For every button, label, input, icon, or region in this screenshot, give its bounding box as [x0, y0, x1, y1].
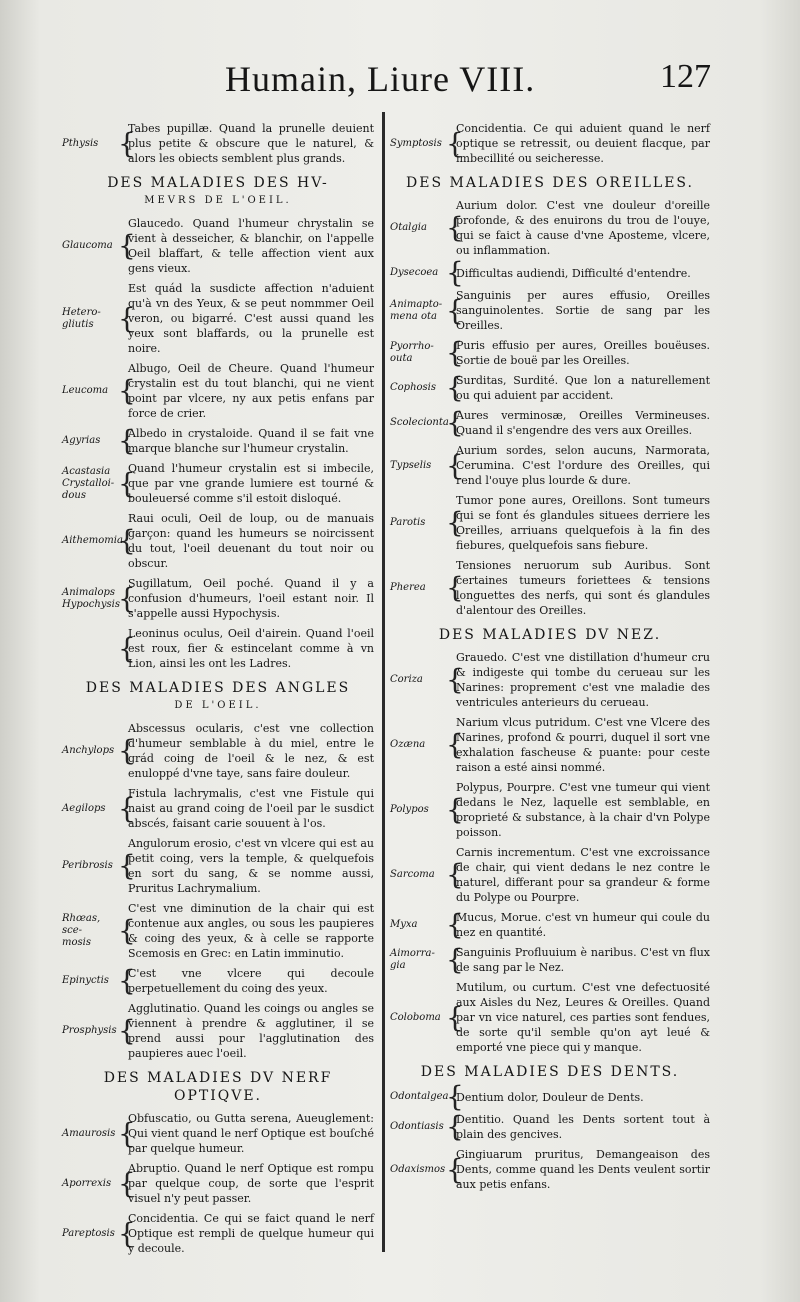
entry-text: Sanguinis Profluuium è naribus. C'est vn flux de sang par le Nez.: [456, 946, 710, 974]
entry-text: Aurium sordes, selon aucuns, Narmorata, Cerumina. C'est l'ordure des Oreilles, qui rend l'ouye plus lourde & dure.: [456, 444, 710, 487]
entry-term: Symptosis: [390, 137, 442, 149]
brace-icon: {: [446, 908, 464, 941]
entry-text: Quand l'humeur crystalin est si imbecile, que par vne grande lumiere est tourné & bouleuersé comme s'il estoit disloqué.: [128, 462, 374, 505]
glossary-entry: [62, 281, 374, 356]
brace-icon: {: [446, 211, 464, 244]
entry-term: Scolecionta: [390, 417, 449, 428]
entry-term: Odaxismos: [390, 1163, 446, 1175]
entry-term: Aimorra- gia: [390, 948, 435, 971]
glossary-entry: [390, 198, 710, 258]
brace-icon: {: [446, 571, 464, 604]
brace-icon: {: [446, 506, 464, 539]
entry-text: Surditas, Surdité. Que lon a naturellement ou qui aduient par accident.: [456, 374, 710, 402]
section-title: DES MALADIES DV NERF OPTIQVE.: [103, 1070, 333, 1104]
entry-term: Peribrosis: [62, 860, 113, 871]
entry-text: Abscessus ocularis, c'est vne collection d'humeur semblable à du miel, entre le grád coing de l'oeil & le nez, & est enuloppé d'vne taye, sans faire douleur.: [128, 722, 374, 780]
brace-icon: {: [446, 126, 464, 160]
glossary-entry: [390, 338, 710, 368]
glossary-entry: [390, 121, 710, 166]
glossary-entry: [390, 650, 710, 710]
brace-icon: {: [446, 336, 464, 369]
section-subtitle: DE L'OEIL.: [174, 700, 262, 711]
entry-text: Aurium dolor. C'est vne douleur d'oreille profonde, & des enuirons du trou de l'ouye, qui se faict à cause d'vne Aposteme, vlcere, ou inflammation.: [456, 199, 710, 257]
entry-term: Pareptosis: [62, 1227, 115, 1239]
section-title: DES MALADIES DES OREILLES.: [406, 175, 694, 191]
section-heading: [390, 174, 710, 192]
glossary-entry: [62, 216, 374, 276]
entry-text: Difficultas audiendi, Difficulté d'entendre.: [456, 266, 691, 280]
brace-icon: {: [118, 734, 136, 767]
entry-term: Pherea: [390, 582, 426, 593]
section-heading: [390, 626, 710, 644]
entry-text: Tensiones neruorum sub Auribus. Sont certaines tumeurs foriettees & tensions longuettes des nerfs, qui sont és glandules d'alentour des Oreilles.: [456, 559, 710, 617]
glossary-entry: [390, 373, 710, 403]
glossary-entry: [62, 836, 374, 896]
brace-icon: {: [446, 728, 464, 761]
entry-text: Tumor pone aures, Oreillons. Sont tumeurs qui se font és glandules situees derriere les Oreilles, arriuans quelquefois à la fin des fiebures, quelquefois sans fiebure.: [456, 494, 710, 552]
entry-text: Agglutinatio. Quand les coings ou angles se viennent à prendre & agglutiner, il se prend aussi pour l'agglutination des paupieres auec l'oeil.: [128, 1002, 374, 1060]
brace-icon: {: [446, 1152, 464, 1186]
entry-term: Acastasia Crystalloi- dous: [62, 465, 115, 501]
brace-icon: {: [118, 1116, 136, 1150]
entry-text: Leoninus oculus, Oeil d'airein. Quand l'oeil est roux, fier & estincelant comme à vn Lion, ainsi les ont les Ladres.: [128, 627, 374, 670]
entry-text: Obfuscatio, ou Gutta serena, Aueuglement: Qui vient quand le nerf Optique est bouſché par quelque humeur.: [128, 1112, 374, 1155]
entry-term: Cophosis: [390, 382, 436, 393]
section-heading: [62, 679, 374, 715]
glossary-entry: [62, 121, 374, 166]
brace-icon: {: [118, 466, 136, 500]
entry-term: Anchylops: [62, 745, 115, 756]
section-subtitle: MEVRS DE L'OEIL.: [144, 195, 292, 206]
entry-term: Odontiasis: [390, 1121, 444, 1132]
entry-text: Est quád la susdicte affection n'aduient qu'à vn des Yeux, & se peut nommmer Oeil veron, ou bigarré. C'est aussi quand les yeux sont blaffards, ou la prunelle est noire.: [128, 282, 374, 355]
brace-icon: {: [118, 374, 136, 407]
section-title: DES MALADIES DES HV-: [107, 175, 329, 191]
entry-text: Grauedo. C'est vne distillation d'humeur cru & indigeste qui tombe du cerueau sur les Narines: proprement c'est vne maladie des ventricules anterieurs du cerueau.: [456, 651, 710, 709]
left-column: [62, 118, 374, 1261]
glossary-entry: [62, 901, 374, 961]
entry-term: Odontalgea: [390, 1091, 449, 1102]
brace-icon: {: [446, 943, 464, 976]
glossary-entry: [390, 945, 710, 975]
section-heading: [62, 1069, 374, 1105]
brace-icon: {: [118, 524, 136, 557]
entry-term: Sarcoma: [390, 869, 435, 880]
entry-term: Ozæna: [390, 739, 426, 750]
brace-icon: {: [446, 663, 464, 696]
entry-text: Polypus, Pourpre. C'est vne tumeur qui vient dedans le Nez, laquelle est semblable, en proprieté & substance, à la chair d'vn Polype poisson.: [456, 781, 710, 839]
entry-text: Narium vlcus putridum. C'est vne Vlcere des Narines, profond & pourri, duquel il sort vne exhalation fascheuse & puante: pour ceste raison a esté ainsi nommé.: [456, 716, 710, 774]
page-header: [0, 58, 800, 108]
entry-term: Glaucoma: [62, 240, 113, 251]
entry-term: Polypos: [390, 804, 429, 815]
entry-text: C'est vne vlcere qui decoule perpetuellement du coing des yeux.: [128, 967, 374, 995]
entry-term: Animapto- mena ota: [390, 298, 443, 322]
glossary-entry: [62, 786, 374, 831]
glossary-entry: [390, 1112, 710, 1142]
entry-text: Mucus, Morue. c'est vn humeur qui coule du nez en quantité.: [456, 911, 710, 939]
glossary-entry: [390, 493, 710, 553]
entry-text: Concidentia. Ce qui aduient quand le nerf optique se retressit, ou deuient flacque, par imbecillité ou seicheresse.: [456, 122, 710, 165]
glossary-entry: [62, 361, 374, 421]
entry-text: Dentium dolor, Douleur de Dents.: [456, 1090, 644, 1104]
right-column: [390, 118, 710, 1197]
entry-text: Concidentia. Ce qui se faict quand le nerf Optique est rempli de quelque humeur qui y decoule.: [128, 1212, 374, 1255]
glossary-entry: [390, 288, 710, 333]
glossary-entry: [390, 443, 710, 488]
brace-icon: {: [446, 371, 464, 404]
glossary-entry: [62, 511, 374, 571]
section-title: DES MALADIES DES DENTS.: [420, 1064, 680, 1080]
glossary-entry: [390, 910, 710, 940]
glossary-entry: [390, 845, 710, 905]
glossary-entry: [62, 626, 374, 671]
brace-icon: {: [118, 964, 136, 997]
entry-text: Glaucedo. Quand l'humeur chrystalin se vient à desseicher, & blanchir, on l'appelle Oeil blaffart, & telle affection vient aux gens vieux.: [128, 217, 374, 275]
glossary-entry: [390, 1147, 710, 1192]
entry-term: Coriza: [390, 674, 423, 685]
entry-term: Aithemomia: [62, 535, 123, 546]
entry-text: Gingiuarum pruritus, Demangeaison des Dents, comme quand les Dents veulent sortir aux petis enfans.: [456, 1148, 710, 1191]
entry-term: Aporrexis: [62, 1177, 112, 1189]
glossary-entry: [390, 256, 710, 289]
glossary-entry: [62, 966, 374, 996]
glossary-entry: [390, 715, 710, 775]
entry-term: Agyrias: [62, 435, 101, 446]
running-head: Humain, Liure VIII.: [225, 59, 536, 99]
brace-icon: {: [446, 1110, 464, 1143]
entry-term: Epinyctis: [62, 975, 109, 986]
entry-term: Myxa: [390, 919, 418, 930]
entry-text: Tabes pupillæ. Quand la prunelle deuient plus petite & obscure que le naturel, & alors les obiects semblent plus grands.: [128, 122, 374, 165]
brace-icon: {: [446, 1000, 464, 1034]
glossary-entry: [390, 1080, 710, 1113]
glossary-entry: [62, 1111, 374, 1156]
brace-icon: {: [118, 791, 136, 825]
brace-icon: {: [446, 448, 464, 482]
brace-icon: {: [118, 914, 136, 947]
entry-text: Sugillatum, Oeil poché. Quand il y a confusion d'humeurs, l'oeil estant noir. Il s'appelle aussi Hypochysis.: [128, 577, 374, 620]
brace-icon: {: [446, 406, 464, 439]
entry-text: Angulorum erosio, c'est vn vlcere qui est au petit coing, vers la temple, & quelquefois en sort du sang, & se nomme aussi, Pruritus Lachrymalium.: [128, 837, 374, 895]
glossary-entry: [62, 1161, 374, 1206]
entry-text: Mutilum, ou curtum. C'est vne defectuosité aux Aisles du Nez, Leures & Oreilles. Quand par vn vice naturel, ces parties sont fendues, de sorte qu'il semble qu'on ayt leué & emporté vne piece qui y manque.: [456, 981, 710, 1054]
entry-term: Parotis: [390, 517, 426, 528]
entry-term: Pyorrho- outa: [390, 341, 434, 364]
entry-text: Albugo, Oeil de Cheure. Quand l'humeur crystalin est du tout blanchi, qui ne vient point par vlcere, ny aux petis enfans par force de crier.: [128, 362, 374, 420]
entry-term: Pthysis: [62, 137, 99, 149]
entry-term: Aegilops: [62, 802, 106, 814]
entry-term: Otalgia: [390, 222, 427, 233]
entry-text: Carnis incrementum. C'est vne excroissance de chair, qui vient dedans le nez contre le naturel, differant pour sa grandeur & forme du Polype ou Pourpre.: [456, 846, 710, 904]
entry-text: Abruptio. Quand le nerf Optique est rompu par quelque coup, de sorte que l'esprit visuel n'y peut passer.: [128, 1162, 374, 1205]
page-number: 127: [660, 58, 711, 95]
entry-text: Raui oculi, Oeil de loup, ou de manuais garçon: quand les humeurs se noircissent du tout, l'oeil deuenant du tout noir ou obscur.: [128, 512, 374, 570]
glossary-entry: [390, 780, 710, 840]
section-title: DES MALADIES DES ANGLES: [85, 680, 351, 696]
entry-term: Amaurosis: [62, 1127, 116, 1139]
entry-text: Fistula lachrymalis, c'est vne Fistule qui naist au grand coing de l'oeil par le susdict abscés, faisant carie souuent à l'os.: [128, 787, 374, 830]
glossary-entry: [62, 576, 374, 621]
section-heading: [62, 174, 374, 210]
brace-icon: {: [446, 858, 464, 891]
glossary-entry: [390, 558, 710, 618]
section-heading: [390, 1063, 710, 1081]
entry-term: Hetero- gliutis: [62, 306, 101, 330]
brace-icon: {: [118, 301, 136, 335]
entry-text: Sanguinis per aures effusio, Oreilles sanguinolentes. Sortie de sang par les Oreilles.: [456, 289, 710, 332]
brace-icon: {: [118, 126, 136, 160]
brace-icon: {: [446, 293, 464, 327]
brace-icon: {: [118, 1216, 136, 1250]
brace-icon: {: [118, 581, 136, 615]
brace-icon: {: [118, 424, 136, 457]
glossary-entry: [62, 426, 374, 456]
entry-term: Animalops Hypochysis: [62, 586, 120, 610]
entry-text: C'est vne diminution de la chair qui est contenue aux angles, ou sous les paupieres & coing des yeux, & à celle se rapporte Scemosis en Grec: en Latin imminutio.: [128, 902, 374, 960]
brace-icon: {: [446, 256, 464, 289]
entry-text: Puris effusio per aures, Oreilles bouëuses. Sortie de bouë par les Oreilles.: [456, 339, 710, 367]
brace-icon: {: [118, 229, 136, 262]
glossary-entry: [62, 1001, 374, 1061]
entry-term: Typselis: [390, 459, 432, 471]
column-divider: [382, 112, 385, 1252]
entry-term: Prosphysis: [62, 1025, 117, 1036]
glossary-entry: [62, 721, 374, 781]
brace-icon: {: [118, 1166, 136, 1200]
entry-term: Coloboma: [390, 1011, 441, 1023]
glossary-entry: [390, 408, 710, 438]
entry-text: Aures verminosæ, Oreilles Vermineuses. Quand il s'engendre des vers aux Oreilles.: [456, 409, 710, 437]
brace-icon: {: [118, 1014, 136, 1047]
entry-term: Rhœas, sce- mosis: [62, 913, 101, 948]
entry-text: Albedo in crystaloide. Quand il se fait vne marque blanche sur l'humeur crystalin.: [128, 427, 374, 455]
entry-term: Dysecoea: [390, 267, 439, 278]
brace-icon: {: [446, 793, 464, 826]
brace-icon: {: [118, 849, 136, 882]
entry-text: Dentitio. Quand les Dents sortent tout à plain des gencives.: [456, 1113, 710, 1141]
section-title: DES MALADIES DV NEZ.: [438, 627, 662, 643]
glossary-entry: [62, 1211, 374, 1256]
brace-icon: {: [118, 631, 136, 665]
entry-term: Leucoma: [62, 385, 109, 396]
brace-icon: {: [446, 1080, 464, 1113]
glossary-entry: [390, 980, 710, 1055]
glossary-entry: [62, 461, 374, 506]
